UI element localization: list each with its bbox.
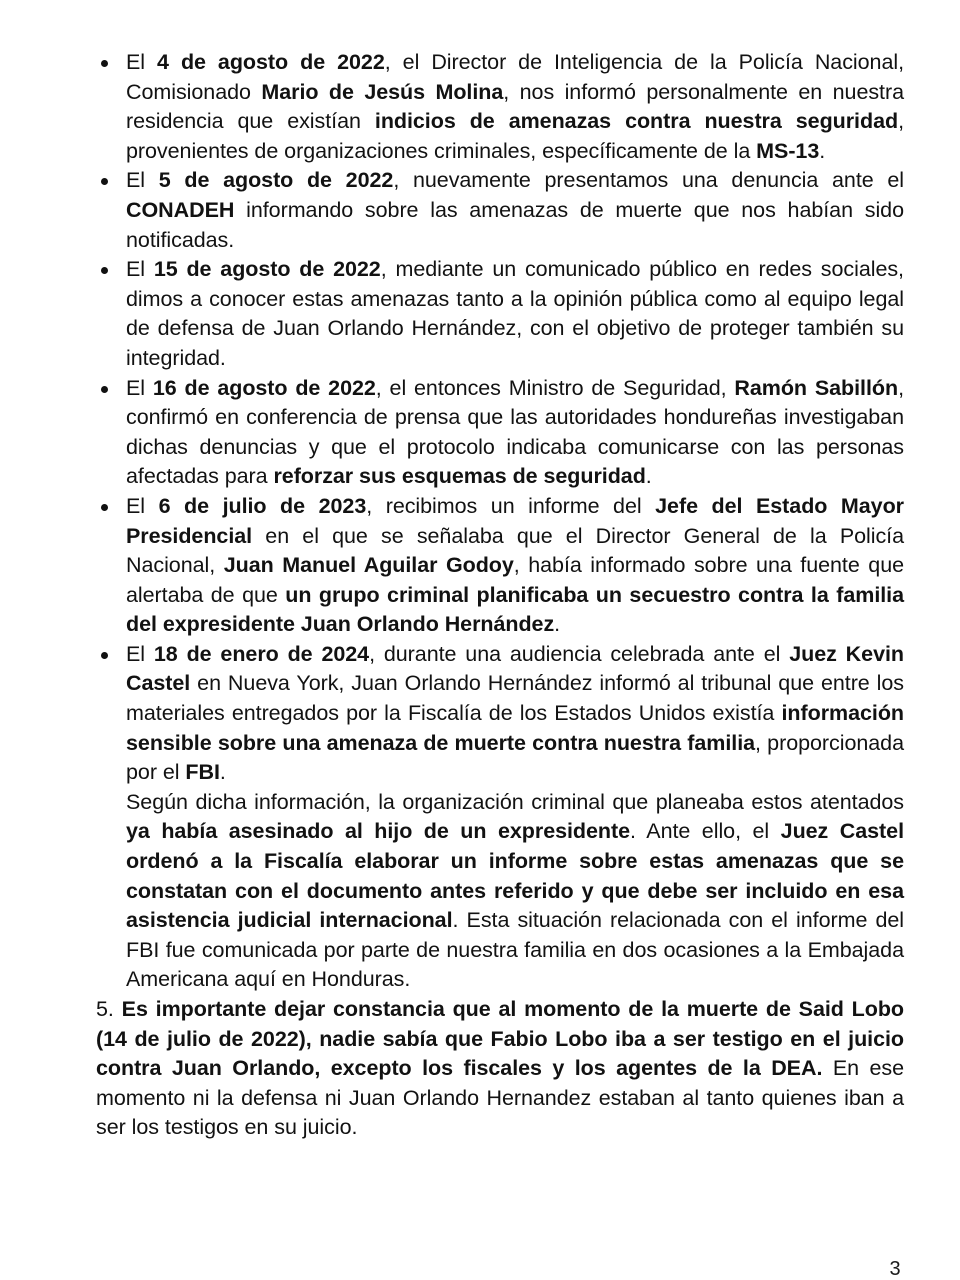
closing-paragraphs <box>96 788 904 1143</box>
bold-run: Juez Castel ordenó a la Fiscalía elaborar un informe sobre estas amenazas que se constatan con el documento antes referido y que debe ser incluido en esa asistencia judicial internacional <box>126 819 904 933</box>
bold-run: ya había asesinado al hijo de un expresidente <box>126 819 631 844</box>
text-run: En ese momento ni la defensa ni Juan Orlando Hernandez estaban al tanto quienes iban a ser los testigos en su juicio. <box>96 1056 904 1140</box>
list-item <box>96 48 904 166</box>
text-run: El <box>126 50 158 74</box>
bold-run: reforzar sus esquemas de seguridad <box>273 464 646 489</box>
page-number-value: 3 <box>889 1258 901 1280</box>
text-run: , confirmó en conferencia de prensa que las autoridades hondureñas investigaban dichas denuncias y que el protocolo indicaba comunicarse con las personas afectadas para <box>126 375 904 489</box>
text-run: . <box>554 612 561 637</box>
list-item <box>96 255 904 373</box>
text-run: . <box>107 997 122 1021</box>
bold-run: Juez Kevin Castel <box>126 641 904 696</box>
text-run: El <box>126 375 153 400</box>
document-body <box>96 48 904 1143</box>
text-run: , el Director de Inteligencia de la Policía Nacional, Comisionado <box>126 50 904 104</box>
text-run: , había informado sobre una fuente que alertaba de que <box>126 553 905 607</box>
text-run: El <box>126 641 154 666</box>
bold-run: 16 de agosto de 2022 <box>152 375 376 400</box>
bold-run: CONADEH <box>126 197 235 222</box>
text-run: , proporcionada por el <box>126 730 904 785</box>
text-run: , el entonces Ministro de Seguridad, <box>375 375 735 400</box>
list-item <box>96 640 904 788</box>
text-run: , nuevamente presentamos una denuncia ante el <box>393 168 905 193</box>
bold-run: información sensible sobre una amenaza de muerte contra nuestra familia <box>126 701 904 755</box>
paragraph <box>96 788 904 995</box>
text-run: El <box>126 493 159 518</box>
event-bullet-list <box>96 48 904 788</box>
bold-run: Es importante dejar constancia que al momento de la muerte de Said Lobo (14 de julio de 2022), nadie sabía que Fabio Lobo iba a ser testigo en el juicio contra Juan Orlando, excepto los fiscales y los agentes de la DEA. <box>96 997 904 1081</box>
list-item <box>96 166 904 255</box>
bold-run: Jefe del Estado Mayor Presidencial <box>126 493 904 548</box>
text-run: 5 <box>96 997 108 1021</box>
text-run: en Nueva York, Juan Orlando Hernández informó al tribunal que entre los materiales entregados por la Fiscalía de los Estados Unidos existía <box>126 671 904 726</box>
bold-run: 15 de agosto de 2022 <box>153 257 381 282</box>
bold-run: indicios de amenazas contra nuestra seguridad <box>374 109 899 134</box>
bold-run: un grupo criminal planificaba un secuestro contra la familia del expresidente Juan Orlando Hernández <box>126 582 904 637</box>
text-run: en el que se señalaba que el Director General de la Policía Nacional, <box>126 523 904 578</box>
bold-run: 6 de julio de 2023 <box>158 493 367 518</box>
text-run: . Ante ello, el <box>630 819 781 844</box>
text-run: , provenientes de organizaciones criminales, específicamente de la <box>126 109 904 163</box>
bold-run: 18 de enero de 2024 <box>153 641 370 666</box>
text-run: informando sobre las amenazas de muerte que nos habían sido notificadas. <box>126 197 904 252</box>
text-run: , recibimos un informe del <box>366 493 656 518</box>
text-run: , nos informó personalmente en nuestra residencia que existían <box>126 79 904 134</box>
list-item <box>96 374 904 492</box>
text-run: . <box>645 464 652 489</box>
text-run: , mediante un comunicado público en redes sociales, dimos a conocer estas amenazas tanto a la opinión pública como al equipo legal de defensa de Juan Orlando Hernández, con el objetivo de proteger también su integridad. <box>126 257 904 370</box>
bold-run: MS-13 <box>756 138 820 163</box>
list-item <box>96 492 904 640</box>
text-run: El <box>126 257 154 282</box>
bold-run: Mario de Jesús Molina <box>261 79 504 104</box>
bold-run: FBI <box>185 760 220 785</box>
bold-run: Ramón Sabillón <box>734 375 899 400</box>
text-run: . Esta situación relacionada con el informe del FBI fue comunicada por parte de nuestra familia en dos ocasiones a la Embajada Americana aquí en Honduras. <box>126 908 904 992</box>
text-run: El <box>126 168 159 193</box>
bold-run: Juan Manuel Aguilar Godoy <box>223 553 514 578</box>
text-run: . <box>819 138 826 163</box>
paragraph <box>96 995 904 1143</box>
text-run: . <box>219 760 226 785</box>
bold-run: 4 de agosto de 2022 <box>157 50 385 74</box>
text-run: Según dicha información, la organización criminal que planeaba estos atentados <box>126 789 904 814</box>
text-run: , durante una audiencia celebrada ante el <box>369 641 790 666</box>
page-number <box>0 1258 960 1280</box>
bold-run: 5 de agosto de 2022 <box>158 168 394 193</box>
